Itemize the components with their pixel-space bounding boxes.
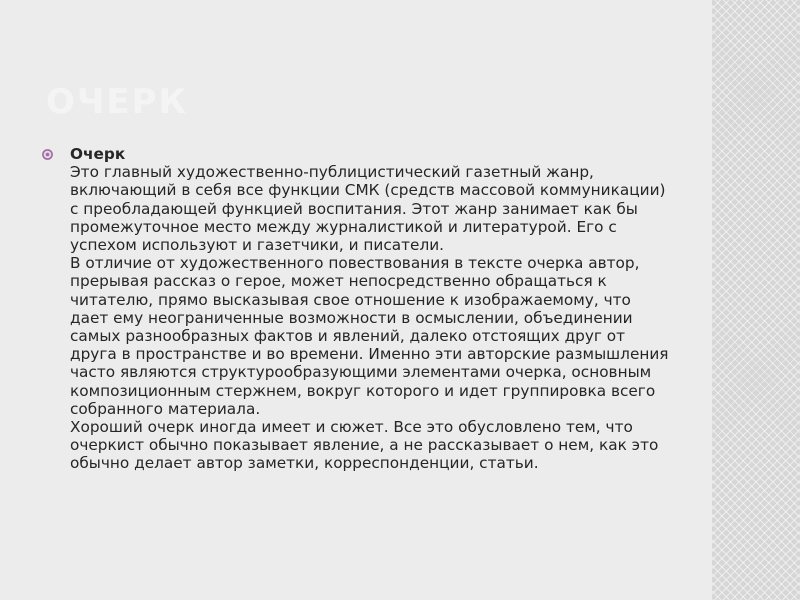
ring-bullet-icon [42,149,53,160]
bullet-text [70,145,670,473]
paragraph-2: В отличие от художественного повествования в тексте очерка автор, прерывая рассказ о герое, может непосредственно обращаться к читателю, прямо высказывая свое отношение к изображаемому, что дает ему неограниченные возможности в осмыслении, объединении самых разнообразных фактов и явлений, далеко отстоящих друг от друга в пространстве и во времени. Именно эти авторские размышления часто являются структурообразующими элементами очерка, основным композиционным стержнем, вокруг которого и идет группировка всего собранного материала. [70,254,669,418]
decorative-side-strip [712,0,800,600]
paragraph-1: Это главный художественно-публицистический газетный жанр, включающий в себя все функции СМК (средств массовой коммуникации) с преобладающей функцией воспитания. Этот жанр занимает как бы промежуточное место между журналистикой и литературой. Его с успехом используют и газетчики, и писатели. [70,163,666,255]
paragraph-3: Хороший очерк иногда имеет и сюжет. Все это обусловлено тем, что очеркист обычно показывает явление, а не рассказывает о нем, как это обычно делает автор заметки, корреспонденции, статьи. [70,418,659,473]
bullet-heading: Очерк [70,145,126,163]
slide-title: ОЧЕРК [46,82,189,122]
